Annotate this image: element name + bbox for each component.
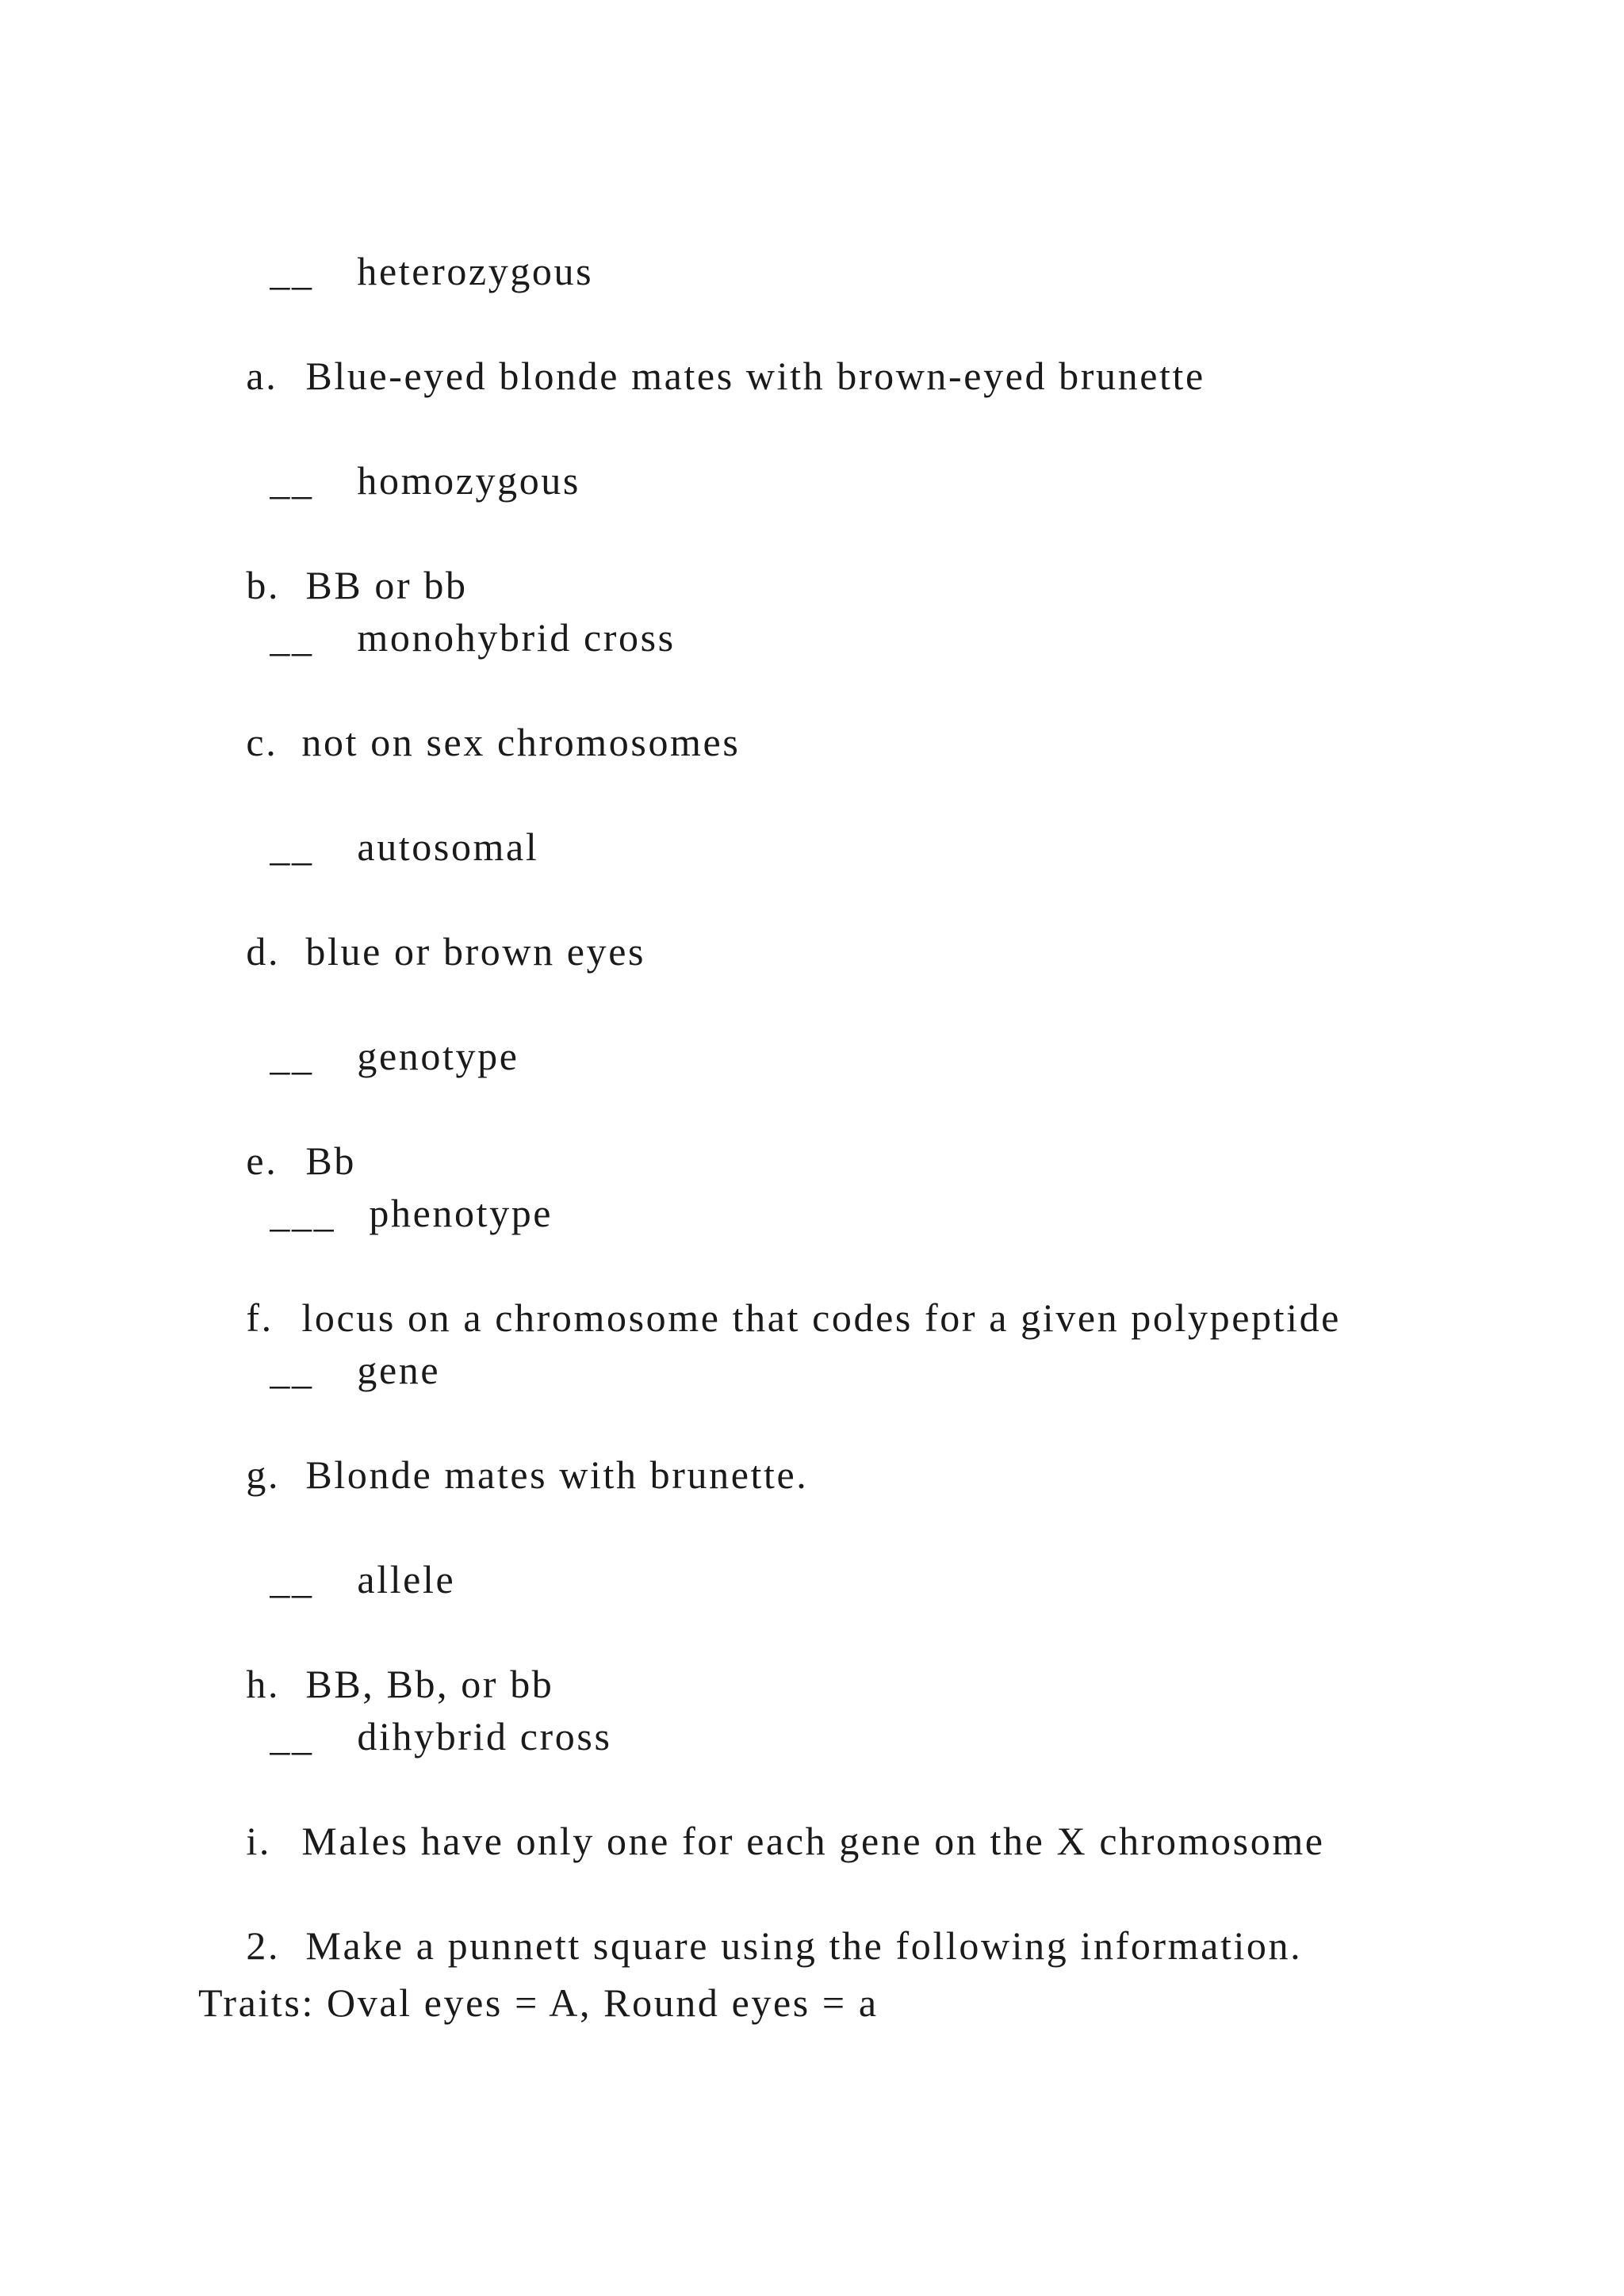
definition-letter: c. bbox=[246, 720, 278, 764]
definition-text: blue or brown eyes bbox=[305, 929, 646, 974]
definition-letter: h. bbox=[246, 1662, 281, 1706]
definition-letter: b. bbox=[246, 563, 281, 607]
term-text: gene bbox=[357, 1348, 441, 1392]
answer-blank[interactable]: __ bbox=[270, 249, 314, 293]
question-text: Make a punnett square using the following information. bbox=[305, 1923, 1303, 1968]
definition-text: locus on a chromosome that codes for a given polypeptide bbox=[301, 1295, 1341, 1340]
definition-text: Bb bbox=[305, 1138, 356, 1183]
answer-blank[interactable]: __ bbox=[270, 1348, 314, 1392]
answer-blank[interactable]: ___ bbox=[270, 1191, 336, 1235]
definition-letter: f. bbox=[246, 1295, 274, 1340]
definition-letter: i. bbox=[246, 1819, 271, 1863]
term-text: dihybrid cross bbox=[357, 1714, 612, 1758]
question-number: 2. bbox=[246, 1923, 281, 1968]
term-text: homozygous bbox=[357, 458, 580, 503]
definition-text: not on sex chromosomes bbox=[301, 720, 741, 764]
answer-blank[interactable]: __ bbox=[270, 615, 314, 660]
traits-line: Traits: Oval eyes = A, Round eyes = a bbox=[198, 1980, 879, 2025]
term-text: phenotype bbox=[369, 1191, 553, 1235]
definition-text: Blonde mates with brunette. bbox=[305, 1452, 809, 1497]
answer-blank[interactable]: __ bbox=[270, 1714, 314, 1758]
definition-text: BB or bb bbox=[305, 563, 468, 607]
answer-blank[interactable]: __ bbox=[270, 1034, 314, 1078]
definition-text: Blue-eyed blonde mates with brown-eyed brunette bbox=[305, 354, 1205, 398]
term-text: genotype bbox=[357, 1034, 519, 1078]
definition-letter: e. bbox=[246, 1138, 278, 1183]
answer-blank[interactable]: __ bbox=[270, 458, 314, 503]
term-text: monohybrid cross bbox=[357, 615, 676, 660]
definition-letter: d. bbox=[246, 929, 281, 974]
definition-text: Males have only one for each gene on the X chromosome bbox=[301, 1819, 1325, 1863]
term-text: autosomal bbox=[357, 825, 539, 869]
answer-blank[interactable]: __ bbox=[270, 825, 314, 869]
definition-letter: g. bbox=[246, 1452, 281, 1497]
term-text: allele bbox=[357, 1557, 456, 1601]
answer-blank[interactable]: __ bbox=[270, 1557, 314, 1601]
definition-letter: a. bbox=[246, 354, 278, 398]
definition-text: BB, Bb, or bb bbox=[305, 1662, 554, 1706]
term-text: heterozygous bbox=[357, 249, 594, 293]
